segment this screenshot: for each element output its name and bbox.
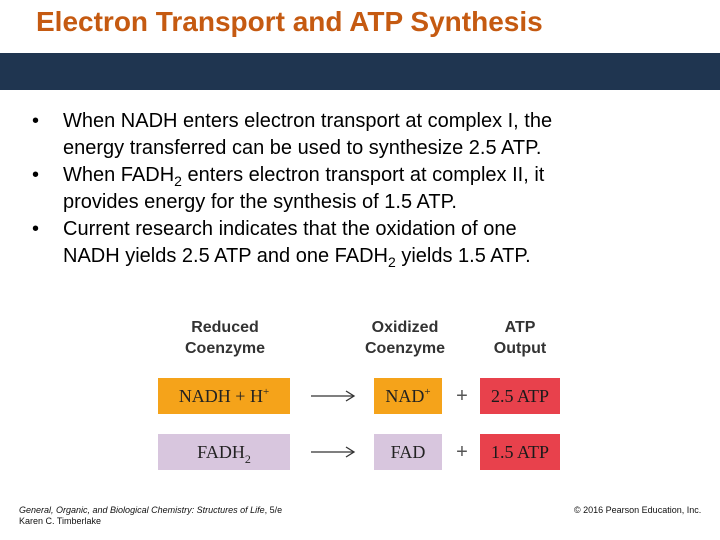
subscript: 2 (387, 254, 396, 270)
header-text: ATP (504, 319, 536, 336)
footer-copyright: © 2016 Pearson Education, Inc. (574, 505, 702, 515)
bullet-dot: • (32, 218, 40, 240)
bullet-list (32, 108, 712, 270)
box-text: FADH (197, 442, 245, 462)
plus-sign: + (456, 441, 468, 463)
plus-sign: + (456, 385, 468, 407)
box-text: NAD (385, 386, 425, 406)
atp-output-box: 1.5 ATP (480, 434, 560, 470)
arrow-right-icon (310, 388, 356, 404)
footer-book-title: General, Organic, and Biological Chemistry: Structures of Life (19, 505, 265, 515)
header-oxidized-coenzyme (345, 317, 465, 359)
reduced-nadh-box (158, 378, 290, 414)
bullet-text: NADH yields 2.5 ATP and one FADH (63, 245, 388, 267)
bullet-text: provides energy for the synthesis of 1.5 ATP. (63, 191, 457, 213)
bullet-text: When NADH enters electron transport at complex I, the (63, 110, 553, 132)
header-text: Oxidized (371, 319, 439, 336)
bullet-text: enters electron transport at complex II, it (181, 164, 545, 186)
subscript: 2 (174, 173, 182, 189)
bullet-item (32, 162, 712, 216)
footer-edition: , 5/e (264, 505, 283, 515)
bullet-item (32, 216, 712, 270)
bullet-text: Current research indicates that the oxidation of one (63, 218, 517, 240)
slide-title: Electron Transport and ATP Synthesis (36, 6, 543, 37)
arrow-right-icon (310, 444, 356, 460)
header-text: Coenzyme (184, 340, 266, 357)
header-reduced-coenzyme (160, 317, 290, 359)
header-text: Coenzyme (364, 340, 446, 357)
footer-citation (19, 505, 282, 527)
box-text: NADH + H (178, 386, 263, 406)
header-band (0, 53, 720, 90)
footer-author: Karen C. Timberlake (19, 516, 102, 526)
bullet-text: yields 1.5 ATP. (395, 245, 531, 267)
header-text: Output (493, 340, 547, 357)
oxidized-nad-box (374, 378, 442, 414)
bullet-item (32, 108, 712, 162)
superscript: + (424, 386, 431, 398)
reduced-fadh2-box (158, 434, 290, 470)
atp-output-box: 2.5 ATP (480, 378, 560, 414)
oxidized-fad-box: FAD (374, 434, 442, 470)
superscript: + (262, 386, 270, 398)
bullet-text: When FADH (63, 164, 175, 186)
header-atp-output (480, 317, 560, 359)
subscript: 2 (244, 452, 251, 466)
bullet-dot: • (32, 164, 40, 186)
header-text: Reduced (191, 319, 259, 336)
bullet-dot: • (32, 110, 40, 132)
bullet-text: energy transferred can be used to synthesize 2.5 ATP. (63, 137, 542, 159)
